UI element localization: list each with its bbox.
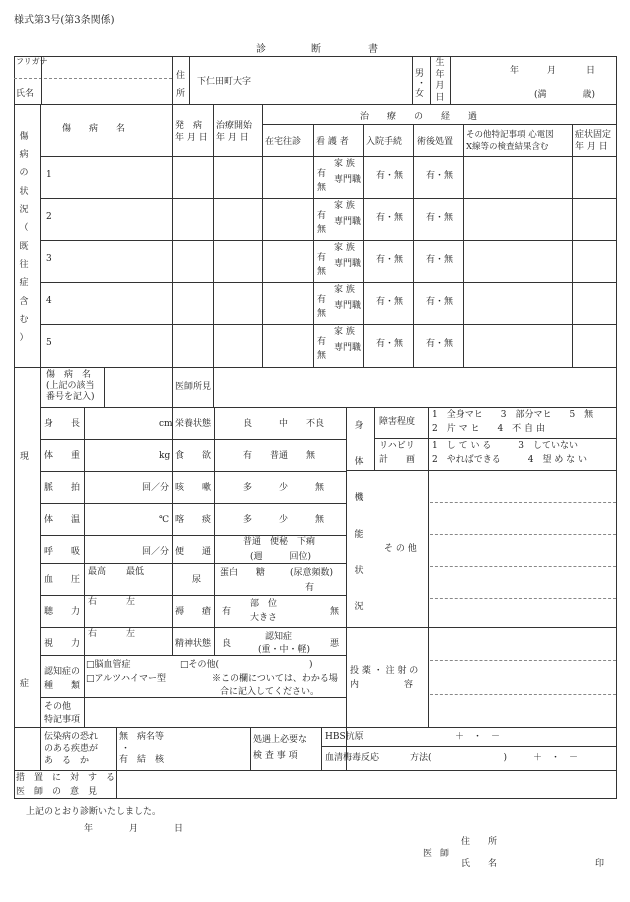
opinion-label-2: 医 師 の 意 見 <box>16 787 98 797</box>
temperature-unit: ℃ <box>159 515 170 525</box>
medication-label-2: 内 容 <box>350 680 414 690</box>
row-number: 4 <box>46 296 52 306</box>
certification-statement: 上記のとおり診断いたしました。 <box>26 807 162 817</box>
postop-choice[interactable]: 有・無 <box>426 171 454 181</box>
nursing-professional[interactable]: 専門職 <box>334 175 362 185</box>
medication-field[interactable] <box>430 628 616 728</box>
sputum-options[interactable]: 多 少 無 <box>243 515 325 525</box>
address-label: 住 <box>176 71 186 81</box>
vision-label: 視 力 <box>44 639 81 649</box>
other-notes-label-2: 特記事項 <box>44 715 81 725</box>
col-other-notes: その他特記事項 心電図 <box>466 130 554 140</box>
name-label: 氏名 <box>16 89 35 99</box>
seal-mark: 印 <box>595 859 605 869</box>
row-number: 2 <box>46 212 52 222</box>
dementia-vascular-checkbox[interactable]: □脳血管症 <box>86 660 131 670</box>
bowel-options[interactable]: 普通 便秘 下痢 <box>243 537 316 547</box>
dementia-note-2: 合に記入してください。 <box>220 687 320 697</box>
nursing-nashi[interactable]: 無 <box>317 351 327 361</box>
hearing-label: 聴 力 <box>44 607 81 617</box>
postop-choice[interactable]: 有・無 <box>426 255 454 265</box>
dementia-other-checkbox[interactable]: □その他( ) <box>180 660 313 670</box>
disease-row <box>0 282 630 324</box>
nursing-ari[interactable]: 有 <box>317 295 327 305</box>
body-function-label: 身 体 機 能 状 況 <box>354 420 364 613</box>
height-label: 身 長 <box>44 419 81 429</box>
infection-dot: ・ <box>121 744 131 754</box>
opinion-label: 措 置 に 対 す る <box>16 773 116 783</box>
disease-row <box>0 324 630 366</box>
temperature-label: 体 温 <box>44 515 81 525</box>
doctor-address-label: 住 所 <box>461 837 498 847</box>
urine-ari[interactable]: 有 <box>305 583 315 593</box>
hearing-right[interactable]: 右 <box>88 597 98 607</box>
hbs-result[interactable]: ＋ ・ － <box>455 732 501 742</box>
nursing-professional[interactable]: 専門職 <box>334 301 362 311</box>
nursing-nashi[interactable]: 無 <box>317 183 327 193</box>
hospital-choice[interactable]: 有・無 <box>376 213 404 223</box>
weight-unit: kg <box>159 451 171 461</box>
nursing-family[interactable]: 家 族 <box>334 243 355 253</box>
medication-label: 投 薬 ・ 注 射 の <box>350 666 419 676</box>
other-function-field[interactable] <box>430 470 616 626</box>
form-number: 様式第3号(第3条関係) <box>14 15 115 26</box>
current-disease-label-3: 番号を記入) <box>46 392 95 402</box>
col-hospitalization: 入院手続 <box>366 137 403 147</box>
col-nursing: 看 護 者 <box>316 137 349 147</box>
urine-protein-sugar[interactable]: 蛋白 糖 <box>220 568 266 578</box>
current-disease-label: 傷 病 名 <box>46 370 92 380</box>
birth-month[interactable]: 月 <box>547 66 557 76</box>
other-notes-field[interactable] <box>84 698 346 728</box>
rehab-label-2: 計 画 <box>379 455 416 465</box>
nursing-ari[interactable]: 有 <box>317 169 327 179</box>
doctor-label-2: 師 <box>440 849 450 859</box>
title-char: 診 <box>256 44 266 55</box>
col-treat-start-ymd: 年 月 日 <box>216 133 249 143</box>
nursing-family[interactable]: 家 族 <box>334 327 355 337</box>
disease-row <box>0 240 630 282</box>
mental-degree[interactable]: (重・中・軽) <box>258 645 311 655</box>
col-treatment-course: 治 療 の 経 過 <box>360 112 478 122</box>
rehab-options-1[interactable]: 1 し て い る 3 していない <box>432 441 579 451</box>
disease-status-side-label: 傷 病 の 状 況 （ 既 往 症 含 む ） <box>19 131 29 344</box>
hbs-antigen: HBS抗原 <box>325 732 364 742</box>
col-disease-name: 傷 病 名 <box>62 124 126 134</box>
nursing-nashi[interactable]: 無 <box>317 267 327 277</box>
doctor-name-label: 氏 名 <box>461 859 498 869</box>
respiration-unit: 回／分 <box>142 547 170 557</box>
sex-female[interactable]: 女 <box>415 89 425 99</box>
address-label-2: 所 <box>176 89 186 99</box>
rehab-label: リハビリ <box>379 441 415 451</box>
col-postop: 術後処置 <box>417 137 454 147</box>
doctor-label: 医 <box>423 849 433 859</box>
hospital-choice[interactable]: 有・無 <box>376 255 404 265</box>
disease-row <box>0 156 630 198</box>
sex-dot: ・ <box>417 79 427 89</box>
nursing-ari[interactable]: 有 <box>317 211 327 221</box>
address-value[interactable]: 下仁田町大字 <box>197 77 252 87</box>
row-number: 1 <box>46 170 52 180</box>
dementia-type-label: 認知症の <box>44 667 81 677</box>
postop-choice[interactable]: 有・無 <box>426 213 454 223</box>
birth-year[interactable]: 年 <box>510 66 520 76</box>
col-symptom-fixed: 症状固定 <box>575 130 612 140</box>
birth-day[interactable]: 日 <box>586 66 596 76</box>
exam-needed-label: 処遇上必要な <box>253 735 308 745</box>
respiration-label: 呼 吸 <box>44 547 81 557</box>
nursing-nashi[interactable]: 無 <box>317 309 327 319</box>
col-symptom-fixed-ymd: 年 月 日 <box>575 142 608 152</box>
birth-label: 生 年 月 日 <box>435 58 445 103</box>
col-onset: 発 病 <box>175 121 203 131</box>
appetite-options[interactable]: 有 普通 無 <box>243 451 316 461</box>
postop-choice[interactable]: 有・無 <box>426 339 454 349</box>
bowel-frequency[interactable]: (週 回位) <box>250 552 312 562</box>
postop-choice[interactable]: 有・無 <box>426 297 454 307</box>
pulse-unit: 回／分 <box>142 483 170 493</box>
nursing-family[interactable]: 家 族 <box>334 285 355 295</box>
col-home-visit: 在宅往診 <box>265 137 302 147</box>
mental-dementia[interactable]: 認知症 <box>265 632 293 642</box>
col-onset-ymd: 年 月 日 <box>175 133 208 143</box>
nursing-nashi[interactable]: 無 <box>317 225 327 235</box>
hospital-choice[interactable]: 有・無 <box>376 171 404 181</box>
infection-label-3: あ る か <box>44 756 90 766</box>
row-number: 3 <box>46 254 52 264</box>
height-unit: cm <box>159 419 173 429</box>
pulse-label: 脈 拍 <box>44 483 81 493</box>
syphilis-label: 血清梅毒反応 <box>325 753 380 763</box>
bedsore-size[interactable]: 大きさ <box>250 613 278 623</box>
mental-label: 精神状態 <box>175 639 212 649</box>
blood-pressure-label: 血 圧 <box>44 575 81 585</box>
cough-options[interactable]: 多 少 無 <box>243 483 325 493</box>
sex-male[interactable]: 男 <box>415 69 425 79</box>
hospital-choice[interactable]: 有・無 <box>376 339 404 349</box>
title-char: 書 <box>368 44 378 55</box>
hospital-choice[interactable]: 有・無 <box>376 297 404 307</box>
mental-bad[interactable]: 悪 <box>330 639 340 649</box>
dementia-alzheimer-checkbox[interactable]: □アルツハイマー型 <box>86 674 166 684</box>
other-notes-label: その他 <box>44 702 72 712</box>
col-treat-start: 治療開始 <box>216 121 253 131</box>
dementia-note: ※この欄については、わかる場 <box>212 674 338 684</box>
diagnosis-date[interactable]: 年 月 日 <box>84 824 184 834</box>
nutrition-label: 栄養状態 <box>175 419 212 429</box>
dementia-type-label-2: 種 類 <box>44 681 81 691</box>
bedsore-ari[interactable]: 有 <box>222 607 232 617</box>
cough-label: 咳 嗽 <box>175 483 212 493</box>
hearing-left[interactable]: 左 <box>126 597 136 607</box>
syphilis-result[interactable]: ＋ ・ － <box>533 753 579 763</box>
infection-label-2: のある疾患が <box>44 744 99 754</box>
opinion-field[interactable] <box>118 770 616 798</box>
appetite-label: 食 欲 <box>175 451 212 461</box>
disability-label: 障害程度 <box>379 417 416 427</box>
nursing-professional[interactable]: 専門職 <box>334 259 362 269</box>
infection-label: 伝染病の恐れ <box>44 732 99 742</box>
bedsore-nashi[interactable]: 無 <box>330 607 340 617</box>
bowel-label: 便 通 <box>175 547 212 557</box>
mental-good[interactable]: 良 <box>222 639 232 649</box>
sputum-label: 喀 痰 <box>175 515 212 525</box>
bedsore-part[interactable]: 部 位 <box>250 599 278 609</box>
infection-tb[interactable]: 有 結 核 <box>119 755 165 765</box>
nursing-professional[interactable]: 専門職 <box>334 343 362 353</box>
nutrition-options[interactable]: 良 中 不良 <box>243 419 325 429</box>
age[interactable]: (満 歳) <box>534 90 596 100</box>
name-field[interactable] <box>42 58 172 104</box>
urine-frequency[interactable]: (尿意頻数) <box>290 568 334 578</box>
vision-right[interactable]: 右 <box>88 629 98 639</box>
syphilis-method[interactable]: 方法( ) <box>410 753 508 763</box>
col-other-notes-2: X線等の検査結果含む <box>466 142 549 152</box>
doctor-findings-label: 医師所見 <box>175 382 212 392</box>
doctor-findings-field[interactable] <box>214 369 616 405</box>
vision-left[interactable]: 左 <box>126 629 136 639</box>
nursing-professional[interactable]: 専門職 <box>334 217 362 227</box>
urine-label: 尿 <box>192 575 202 585</box>
nursing-ari[interactable]: 有 <box>317 253 327 263</box>
nursing-family[interactable]: 家 族 <box>334 159 355 169</box>
current-disease-label-2: (上記の該当 <box>46 381 95 391</box>
weight-label: 体 重 <box>44 451 81 461</box>
infection-none[interactable]: 無 病名等 <box>119 732 165 742</box>
current-side-label-1: 現 <box>20 452 30 462</box>
bp-max[interactable]: 最高 <box>88 567 107 577</box>
bp-min[interactable]: 最低 <box>126 567 145 577</box>
bedsore-label: 褥 瘡 <box>175 607 212 617</box>
disease-row <box>0 198 630 240</box>
disability-options-1[interactable]: 1 全身マヒ 3 部分マヒ 5 無 <box>432 410 594 420</box>
rehab-options-2[interactable]: 2 やればできる 4 望 め な い <box>432 455 588 465</box>
furigana-label: フリガナ <box>16 57 48 66</box>
nursing-ari[interactable]: 有 <box>317 337 327 347</box>
other-function-label: そ の 他 <box>384 544 417 554</box>
current-side-label-2: 症 <box>20 679 30 689</box>
nursing-family[interactable]: 家 族 <box>334 201 355 211</box>
row-number: 5 <box>46 338 52 348</box>
disability-options-2[interactable]: 2 片 マ ヒ 4 不 自 由 <box>432 424 545 434</box>
exam-needed-label-2: 検 査 事 項 <box>253 751 298 761</box>
title-char: 断 <box>311 44 321 55</box>
